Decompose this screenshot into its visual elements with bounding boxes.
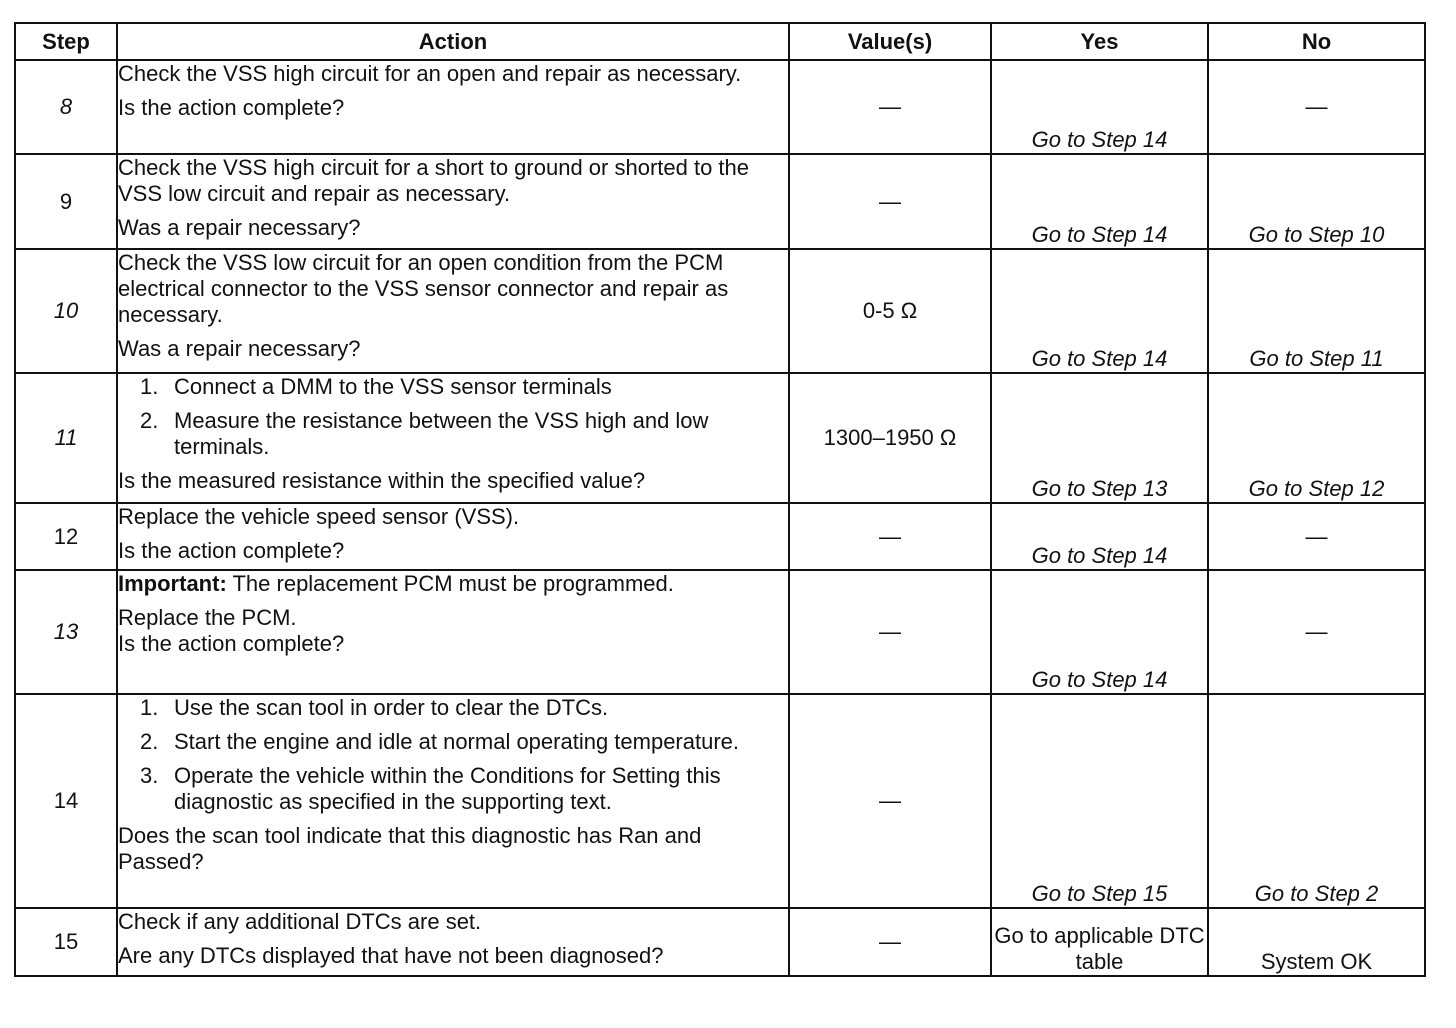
list-item-text: Use the scan tool in order to clear the DTCs. bbox=[174, 695, 609, 720]
list-item bbox=[118, 408, 788, 460]
diagnostic-table bbox=[14, 22, 1426, 977]
value-cell: — bbox=[789, 503, 991, 570]
header-yes: Yes bbox=[991, 23, 1208, 60]
step-number: 8 bbox=[15, 60, 117, 154]
value-cell: — bbox=[789, 154, 991, 249]
diagnostic-table-page bbox=[14, 22, 1424, 977]
action-text: Replace the PCM. bbox=[118, 605, 297, 630]
header-values: Value(s) bbox=[789, 23, 991, 60]
action-question: Is the action complete? bbox=[118, 538, 345, 563]
yes-cell: Go to Step 14 bbox=[991, 249, 1208, 373]
yes-cell: Go to Step 14 bbox=[991, 570, 1208, 694]
action-text: Check the VSS low circuit for an open condition from the PCM electrical connector to the VSS sensor connector and repair as necessary. bbox=[118, 250, 729, 327]
no-cell: — bbox=[1208, 503, 1425, 570]
action-text: Check the VSS high circuit for an open and repair as necessary. bbox=[118, 61, 742, 86]
table-row bbox=[15, 908, 1425, 976]
no-cell: — bbox=[1208, 60, 1425, 154]
yes-cell: Go to Step 15 bbox=[991, 694, 1208, 908]
step-number: 14 bbox=[15, 694, 117, 908]
action-question: Is the measured resistance within the specified value? bbox=[118, 468, 646, 493]
list-item-text: Connect a DMM to the VSS sensor terminals bbox=[174, 374, 612, 399]
action-cell bbox=[117, 60, 789, 154]
yes-cell: Go to Step 14 bbox=[991, 503, 1208, 570]
yes-cell: Go to Step 14 bbox=[991, 60, 1208, 154]
step-number: 13 bbox=[15, 570, 117, 694]
header-step: Step bbox=[15, 23, 117, 60]
list-item-number: 3. bbox=[140, 763, 159, 788]
list-item-text: Operate the vehicle within the Conditions for Setting this diagnostic as specified in the supporting text. bbox=[174, 763, 721, 814]
table-row bbox=[15, 570, 1425, 694]
important-text: The replacement PCM must be programmed. bbox=[226, 571, 674, 596]
table-row bbox=[15, 60, 1425, 154]
table-row bbox=[15, 694, 1425, 908]
list-item-number: 2. bbox=[140, 408, 159, 433]
action-cell bbox=[117, 373, 789, 503]
table-row bbox=[15, 249, 1425, 373]
value-cell: — bbox=[789, 908, 991, 976]
list-item bbox=[118, 729, 788, 755]
value-cell: — bbox=[789, 570, 991, 694]
step-number: 10 bbox=[15, 249, 117, 373]
header-no: No bbox=[1208, 23, 1425, 60]
action-list bbox=[118, 695, 788, 815]
no-cell: Go to Step 10 bbox=[1208, 154, 1425, 249]
step-number: 9 bbox=[15, 154, 117, 249]
action-cell bbox=[117, 908, 789, 976]
action-cell bbox=[117, 570, 789, 694]
action-question: Are any DTCs displayed that have not been diagnosed? bbox=[118, 943, 664, 968]
header-action: Action bbox=[117, 23, 789, 60]
list-item bbox=[118, 695, 788, 721]
action-text: Replace the vehicle speed sensor (VSS). bbox=[118, 504, 520, 529]
important-label: Important: bbox=[118, 571, 227, 596]
list-item-number: 2. bbox=[140, 729, 159, 754]
no-cell: Go to Step 11 bbox=[1208, 249, 1425, 373]
yes-cell: Go to Step 13 bbox=[991, 373, 1208, 503]
step-number: 15 bbox=[15, 908, 117, 976]
step-number: 12 bbox=[15, 503, 117, 570]
important-note bbox=[118, 571, 788, 597]
table-row bbox=[15, 154, 1425, 249]
action-cell bbox=[117, 154, 789, 249]
table-row bbox=[15, 373, 1425, 503]
yes-cell: Go to applicable DTC table bbox=[991, 908, 1208, 976]
value-cell: 1300–1950 Ω bbox=[789, 373, 991, 503]
yes-cell: Go to Step 14 bbox=[991, 154, 1208, 249]
action-cell bbox=[117, 694, 789, 908]
no-cell: Go to Step 12 bbox=[1208, 373, 1425, 503]
action-question: Does the scan tool indicate that this diagnostic has Ran and Passed? bbox=[118, 823, 702, 874]
value-cell: 0-5 Ω bbox=[789, 249, 991, 373]
action-question: Was a repair necessary? bbox=[118, 336, 361, 361]
no-cell: — bbox=[1208, 570, 1425, 694]
action-question: Was a repair necessary? bbox=[118, 215, 361, 240]
table-row bbox=[15, 503, 1425, 570]
action-list bbox=[118, 374, 788, 460]
list-item bbox=[118, 763, 788, 815]
table-header-row bbox=[15, 23, 1425, 60]
list-item-number: 1. bbox=[140, 374, 159, 399]
step-number: 11 bbox=[15, 373, 117, 503]
no-cell: System OK bbox=[1208, 908, 1425, 976]
list-item-number: 1. bbox=[140, 695, 159, 720]
action-cell bbox=[117, 249, 789, 373]
list-item-text: Start the engine and idle at normal operating temperature. bbox=[174, 729, 740, 754]
value-cell: — bbox=[789, 694, 991, 908]
action-question: Is the action complete? bbox=[118, 631, 345, 656]
action-text: Check if any additional DTCs are set. bbox=[118, 909, 482, 934]
no-cell: Go to Step 2 bbox=[1208, 694, 1425, 908]
action-cell bbox=[117, 503, 789, 570]
action-question: Is the action complete? bbox=[118, 95, 345, 120]
list-item bbox=[118, 374, 788, 400]
action-text: Check the VSS high circuit for a short to ground or shorted to the VSS low circuit and repair as necessary. bbox=[118, 155, 750, 206]
value-cell: — bbox=[789, 60, 991, 154]
list-item-text: Measure the resistance between the VSS high and low terminals. bbox=[174, 408, 709, 459]
